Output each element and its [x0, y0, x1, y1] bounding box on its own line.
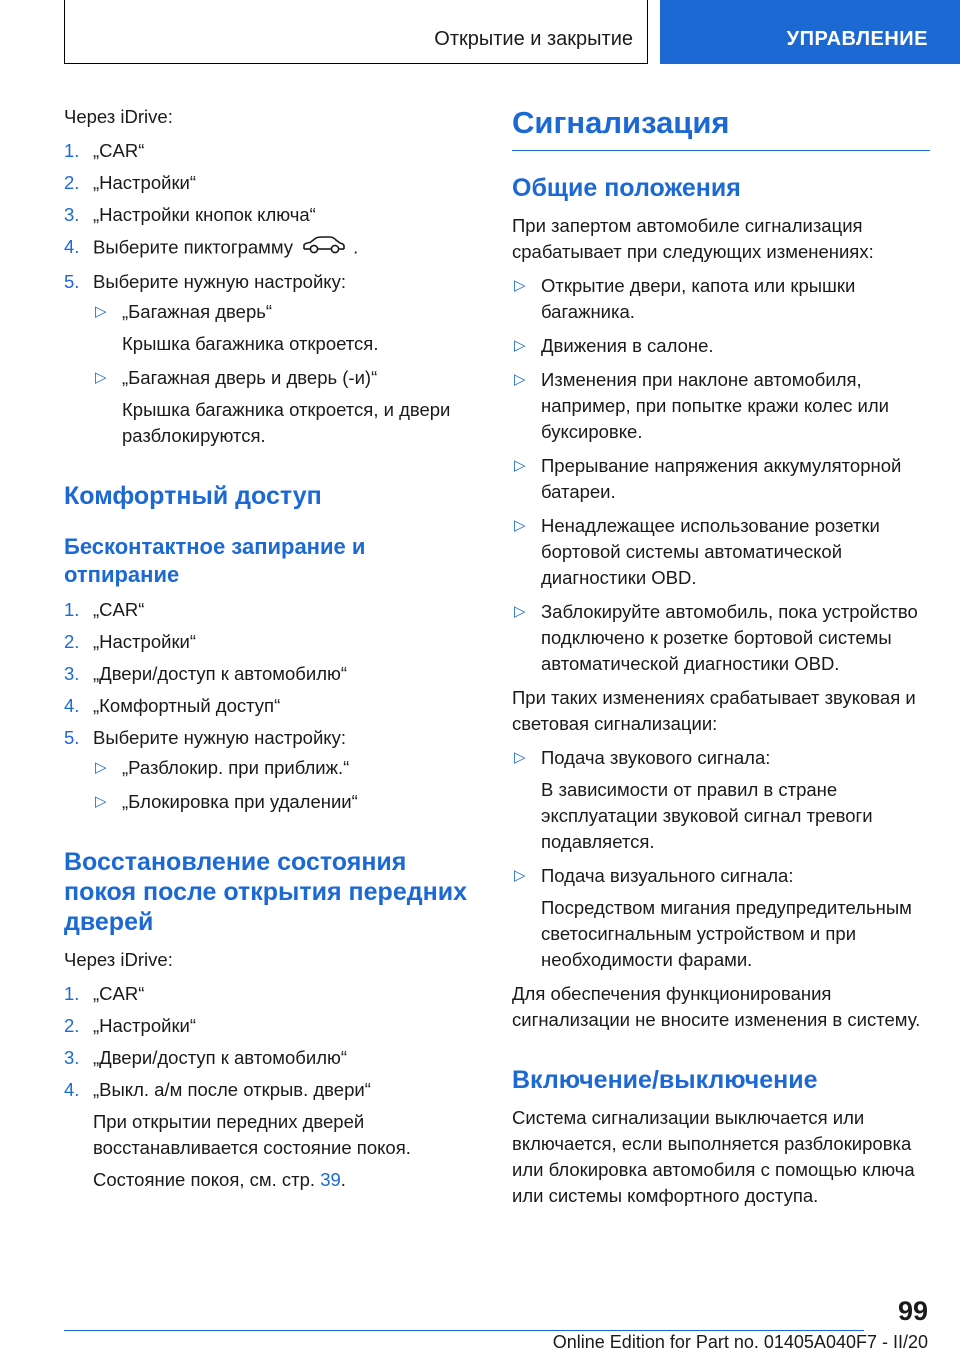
list-item: 4. Выберите пиктограмму .	[64, 234, 484, 263]
list-item: 3. „Настройки кнопок ключа“	[64, 204, 316, 225]
list-item: ▷ Открытие двери, капота или крышки багажника.	[514, 275, 856, 322]
list-item: ▷ Изменения при наклоне автомобиля, например, при попытке кражи колес или буксировке.	[514, 369, 889, 442]
list-item: ▷ „Багажная дверь и дверь (-и)“ Крышка багажника откроется, и двери разблокируются.	[95, 367, 451, 446]
signal-intro: При таких изменениях срабатывает звуковая и световая сигнализации:	[512, 687, 916, 734]
list-item: ▷ Ненадлежащее использование розетки бортовой системы автоматической диагностики OBD.	[514, 515, 880, 588]
list-item: ▷ Заблокируйте автомобиль, пока устройство подключено к розетке бортовой системы автоматической диагностики OBD.	[514, 601, 918, 674]
footer-edition: Online Edition for Part no. 01405A040F7 - II/20	[552, 1332, 928, 1352]
triangle-right-icon: ▷	[514, 457, 526, 474]
triangle-right-icon: ▷	[514, 749, 526, 766]
left-column	[64, 104, 484, 1199]
steps-list-3	[64, 981, 484, 1193]
step-note: При открытии передних дверей восстанавливается состояние покоя.	[93, 1111, 411, 1158]
step-crossref: Состояние покоя, см. стр. 39.	[93, 1169, 346, 1190]
steps-list-1	[64, 138, 484, 449]
header-section-box	[64, 0, 648, 64]
list-item: ▷ Движения в салоне.	[512, 333, 930, 359]
list-item: 2. „Настройки“	[64, 1015, 197, 1036]
steps-list-2	[64, 597, 484, 815]
triangle-right-icon: ▷	[95, 793, 107, 810]
triangle-right-icon: ▷	[514, 337, 526, 354]
triangle-right-icon: ▷	[514, 277, 526, 294]
right-column	[512, 104, 930, 1217]
list-item: 1. „CAR“	[64, 599, 145, 620]
general-intro: При запертом автомобиле сигнализация срабатывает при следующих изменениях:	[512, 215, 874, 262]
triangle-right-icon: ▷	[95, 303, 107, 320]
list-item: 4. „Комфортный доступ“	[64, 695, 281, 716]
triangle-right-icon: ▷	[95, 369, 107, 386]
on-off-text: Система сигнализации выключается или включается, если выполняется разблокировка или блокировка автомобиля с помощью ключа или системы комфортного доступа.	[512, 1107, 915, 1206]
list-item: 5. Выберите нужную настройку: ▷ „Разблокир. при приближ.“ ▷ „Блокировка при удалении“	[64, 725, 484, 815]
list-item: 4. „Выкл. а/м после открыв. двери“ При открытии передних дверей восстанавливается состояние покоя. Состояние покоя, см. стр. 39.	[64, 1077, 484, 1193]
page-link[interactable]: 39	[320, 1169, 341, 1190]
triangle-right-icon: ▷	[514, 867, 526, 884]
signals-list	[512, 745, 930, 973]
triangle-right-icon: ▷	[514, 517, 526, 534]
header-chapter-title: УПРАВЛЕНИЕ	[786, 28, 928, 50]
heading-alarm: Сигнализация	[512, 104, 930, 151]
list-item: ▷ Подача визуального сигнала: Посредством мигания предупредительным светосигнальным устройством и при необходимости фарами.	[514, 865, 912, 970]
page-number: 99	[897, 1296, 928, 1326]
list-item: 2. „Настройки“	[64, 172, 197, 193]
footer-divider	[64, 1330, 864, 1331]
list-item: 5. Выберите нужную настройку: ▷ „Багажная дверь“ Крышка багажника откроется. ▷ „Багажная дверь и дверь (-и)“ Крышка багажника откроется, и двери разблокируются.	[64, 269, 484, 449]
list-item: ▷ „Багажная дверь“ Крышка багажника откроется.	[95, 301, 379, 354]
triangle-right-icon: ▷	[514, 371, 526, 388]
heading-comfort-access: Комфортный доступ	[64, 482, 322, 510]
list-item: 3. „Двери/доступ к автомобилю“	[64, 1047, 348, 1068]
changes-list	[512, 273, 930, 677]
system-note: Для обеспечения функционирования сигнализации не вносите изменения в систему.	[512, 983, 921, 1030]
list-item: 3. „Двери/доступ к автомобилю“	[64, 663, 348, 684]
list-item: 2. „Настройки“	[64, 631, 197, 652]
options-list-2	[93, 755, 484, 815]
triangle-right-icon: ▷	[514, 603, 526, 620]
heading-general: Общие положения	[512, 174, 741, 202]
list-item: ▷ Подача звукового сигнала: В зависимости от правил в стране эксплуатации звуковой сигнал тревоги подавляется.	[514, 747, 873, 852]
list-item: ▷ „Разблокир. при приближ.“	[93, 755, 484, 781]
list-item: ▷ „Блокировка при удалении“	[93, 789, 484, 815]
header-section-title: Открытие и закрытие	[434, 28, 633, 50]
idrive-intro: Через iDrive:	[64, 106, 173, 127]
heading-keyless: Бесконтактное запирание и отпирание	[64, 534, 366, 587]
header-chapter-tab	[660, 0, 960, 64]
list-item: 1. „CAR“	[64, 140, 145, 161]
list-item: ▷ Прерывание напряжения аккумуляторной батареи.	[514, 455, 902, 502]
idrive-intro-2: Через iDrive:	[64, 949, 173, 970]
heading-rest-state: Восстановление состояния покоя после открытия передних дверей	[64, 848, 467, 936]
car-icon	[301, 234, 347, 263]
list-item: 1. „CAR“	[64, 983, 145, 1004]
heading-on-off: Включение/выключение	[512, 1066, 818, 1094]
options-list-1	[93, 299, 484, 449]
triangle-right-icon: ▷	[95, 759, 107, 776]
